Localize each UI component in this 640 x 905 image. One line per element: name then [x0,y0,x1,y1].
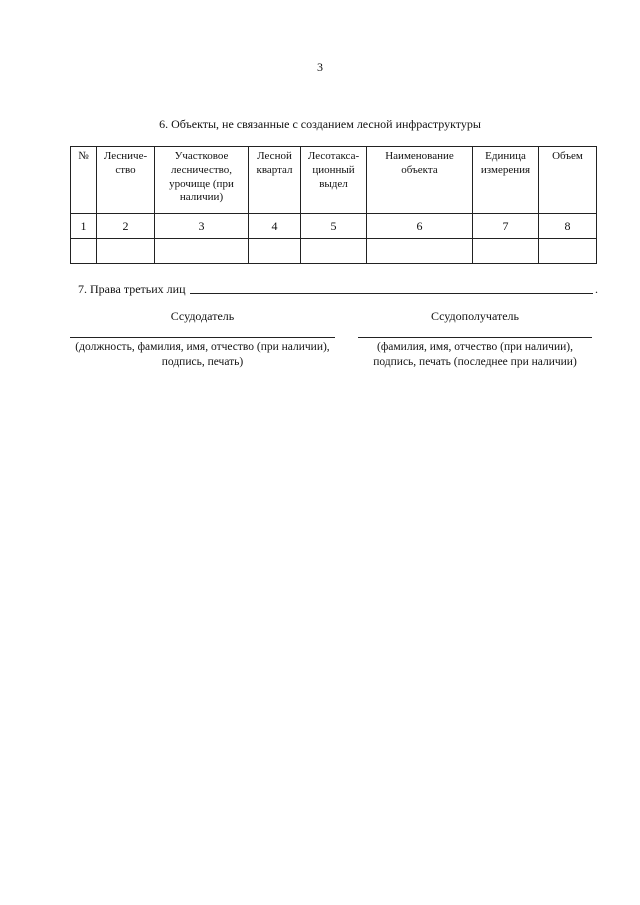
header-cell-unit: Единица измерения [473,147,539,214]
empty-cell [301,239,367,264]
third-party-rights-end-mark: . [595,282,598,296]
empty-cell [155,239,249,264]
table-header-row [71,147,597,214]
empty-cell [473,239,539,264]
column-number-cell: 4 [249,214,301,239]
page-number: 3 [317,60,323,74]
header-cell-forest-quarter: Лесной квартал [249,147,301,214]
third-party-rights-line [78,282,598,297]
column-number-row [71,214,597,239]
borrower-signature-line [358,337,592,338]
third-party-rights-fill-line [190,292,593,294]
header-cell-taxation-unit: Лесотакса-ционный выдел [301,147,367,214]
column-number-cell: 2 [97,214,155,239]
empty-cell [539,239,597,264]
empty-cell [367,239,473,264]
empty-cell [71,239,97,264]
borrower-signature-caption: (фамилия, имя, отчество (при наличии), подпись, печать (последнее при наличии) [373,341,577,368]
empty-data-row [71,239,597,264]
header-cell-number: № [71,147,97,214]
column-number-cell: 3 [155,214,249,239]
column-number-cell: 5 [301,214,367,239]
lender-signature-block [70,309,335,370]
column-number-cell: 7 [473,214,539,239]
column-number-cell: 8 [539,214,597,239]
empty-cell [97,239,155,264]
objects-table [70,146,597,264]
borrower-title: Ссудополучатель [430,309,519,323]
header-cell-volume: Объем [539,147,597,214]
lender-signature-line [70,337,335,338]
column-number-cell: 6 [367,214,473,239]
header-cell-district-forestry: Участковое лесничество, урочище (при наличии) [155,147,249,214]
header-cell-object-name: Наименование объекта [367,147,473,214]
third-party-rights-label: 7. Права третьих лиц [78,282,186,296]
header-cell-forestry: Лесниче-ство [97,147,155,214]
lender-signature-caption: (должность, фамилия, имя, отчество (при наличии), подпись, печать) [75,341,330,368]
borrower-signature-block [358,309,592,370]
lender-title: Ссудодатель [170,309,235,323]
empty-cell [249,239,301,264]
column-number-cell: 1 [71,214,97,239]
section-6-title: 6. Объекты, не связанные с созданием лесной инфраструктуры [159,117,481,131]
